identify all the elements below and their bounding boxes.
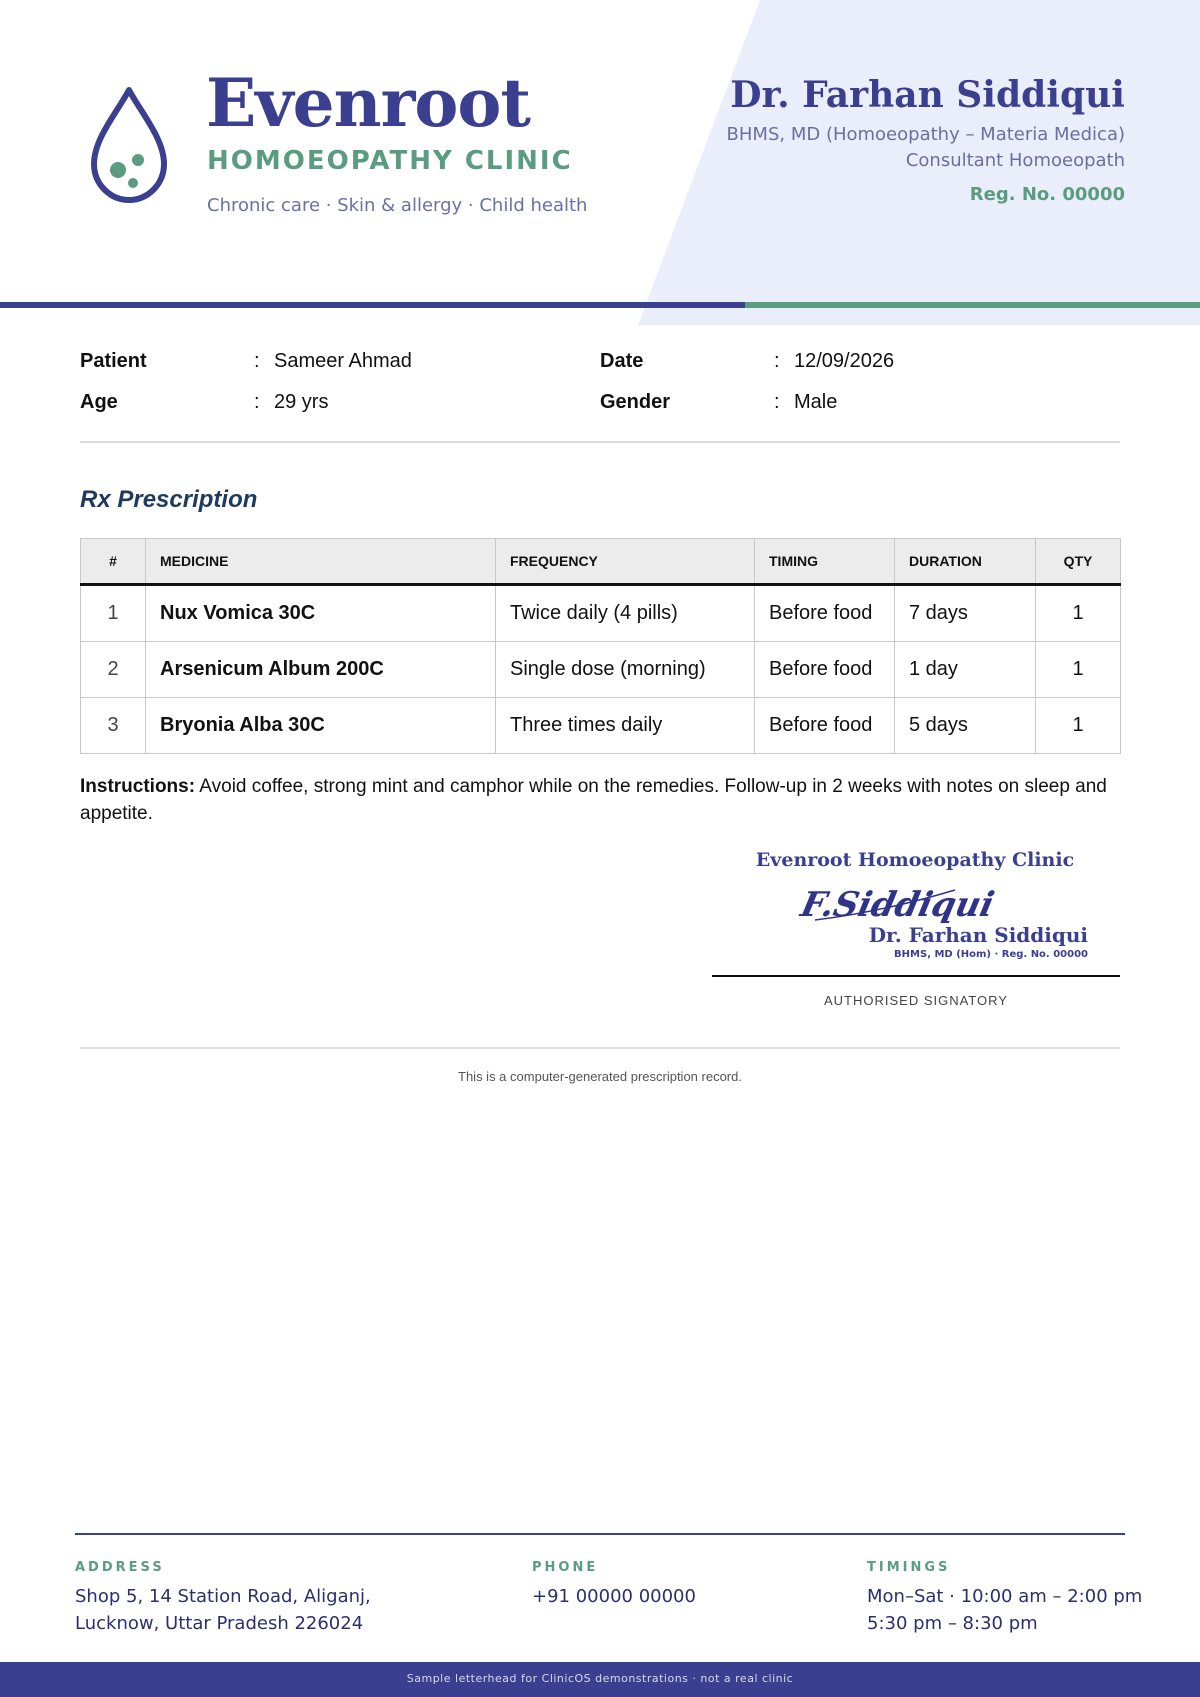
address-line-2: Lucknow, Uttar Pradesh 226024 <box>75 1613 364 1634</box>
clinic-name: Evenroot <box>206 64 530 142</box>
gender-label: Gender <box>600 391 671 413</box>
footer-phone <box>532 1560 696 1610</box>
authorised-signatory-label: AUTHORISED SIGNATORY <box>824 993 1008 1008</box>
address-heading: ADDRESS <box>75 1560 165 1575</box>
gender-colon: : <box>774 391 780 413</box>
footer-divider <box>75 1533 1125 1535</box>
frequency: Single dose (morning) <box>496 642 755 698</box>
doctor-qualification: BHMS, MD (Homoeopathy – Materia Medica) <box>726 124 1125 145</box>
duration: 7 days <box>895 585 1036 642</box>
col-header-frequency: FREQUENCY <box>496 539 755 585</box>
frequency: Twice daily (4 pills) <box>496 585 755 642</box>
age-value: 29 yrs <box>274 391 329 413</box>
col-header-medicine: MEDICINE <box>146 539 496 585</box>
row-number: 2 <box>81 642 146 698</box>
date-value: 12/09/2026 <box>794 350 895 372</box>
timings-line-2: 5:30 pm – 8:30 pm <box>867 1613 1038 1634</box>
signature-handwriting: F.Siddiqui <box>797 885 998 925</box>
date-label: Date <box>600 350 644 372</box>
instructions <box>80 773 1120 827</box>
table-header-row <box>81 539 1121 585</box>
instructions-text: Avoid coffee, strong mint and camphor while on the remedies. Follow-up in 2 weeks with notes on sleep and appetite. <box>80 776 1107 824</box>
timing: Before food <box>755 585 895 642</box>
table-row <box>81 642 1121 698</box>
row-number: 3 <box>81 698 146 754</box>
patient-colon: : <box>254 350 260 372</box>
gender-value: Male <box>794 391 838 413</box>
table-row <box>81 585 1121 642</box>
letterhead-header <box>0 0 1200 325</box>
doctor-role: Consultant Homoeopath <box>905 150 1125 171</box>
instructions-label: Instructions: <box>80 776 196 797</box>
prescription-title: Rx Prescription <box>80 486 258 513</box>
table-row <box>81 698 1121 754</box>
medicine-name: Arsenicum Album 200C <box>146 642 496 698</box>
stamp-doctor-qualification: BHMS, MD (Hom) · Reg. No. 00000 <box>894 949 1088 960</box>
bottom-note: Sample letterhead for ClinicOS demonstrations · not a real clinic <box>406 1672 794 1685</box>
timings-line-1: Mon–Sat · 10:00 am – 2:00 pm <box>867 1586 1143 1607</box>
signature-line <box>712 975 1120 977</box>
drop-logo-icon <box>86 84 172 206</box>
quantity: 1 <box>1036 585 1121 642</box>
phone-heading: PHONE <box>532 1560 599 1575</box>
quantity: 1 <box>1036 642 1121 698</box>
duration: 1 day <box>895 642 1036 698</box>
prescription-table <box>80 538 1121 754</box>
footer-timings <box>867 1560 1142 1637</box>
doctor-registration: Reg. No. 00000 <box>969 184 1125 205</box>
col-header-timing: TIMING <box>755 539 895 585</box>
footer-address <box>75 1560 371 1637</box>
date-colon: : <box>774 350 780 372</box>
row-number: 1 <box>81 585 146 642</box>
duration: 5 days <box>895 698 1036 754</box>
medicine-name: Bryonia Alba 30C <box>146 698 496 754</box>
phone-number: +91 00000 00000 <box>532 1586 696 1607</box>
record-note: This is a computer-generated prescription record. <box>458 1069 742 1084</box>
col-header-duration: DURATION <box>895 539 1036 585</box>
doctor-name: Dr. Farhan Siddiqui <box>730 74 1125 116</box>
patient-value: Sameer Ahmad <box>274 350 412 372</box>
divider <box>80 1047 1120 1049</box>
medicine-name: Nux Vomica 30C <box>146 585 496 642</box>
frequency: Three times daily <box>496 698 755 754</box>
timing: Before food <box>755 642 895 698</box>
address-line-1: Shop 5, 14 Station Road, Aliganj, <box>75 1586 371 1607</box>
clinic-subtitle: HOMOEOPATHY CLINIC <box>207 146 573 176</box>
stamp-doctor-name: Dr. Farhan Siddiqui <box>868 923 1088 947</box>
divider <box>80 441 1120 443</box>
col-header-number: # <box>81 539 146 585</box>
timing: Before food <box>755 698 895 754</box>
stamp-clinic-name: Evenroot Homoeopathy Clinic <box>755 849 1075 871</box>
patient-label: Patient <box>80 350 147 372</box>
quantity: 1 <box>1036 698 1121 754</box>
clinic-tagline: Chronic care · Skin & allergy · Child health <box>207 195 588 216</box>
age-colon: : <box>254 391 260 413</box>
age-label: Age <box>80 391 118 413</box>
timings-heading: TIMINGS <box>867 1560 951 1575</box>
col-header-qty: QTY <box>1036 539 1121 585</box>
